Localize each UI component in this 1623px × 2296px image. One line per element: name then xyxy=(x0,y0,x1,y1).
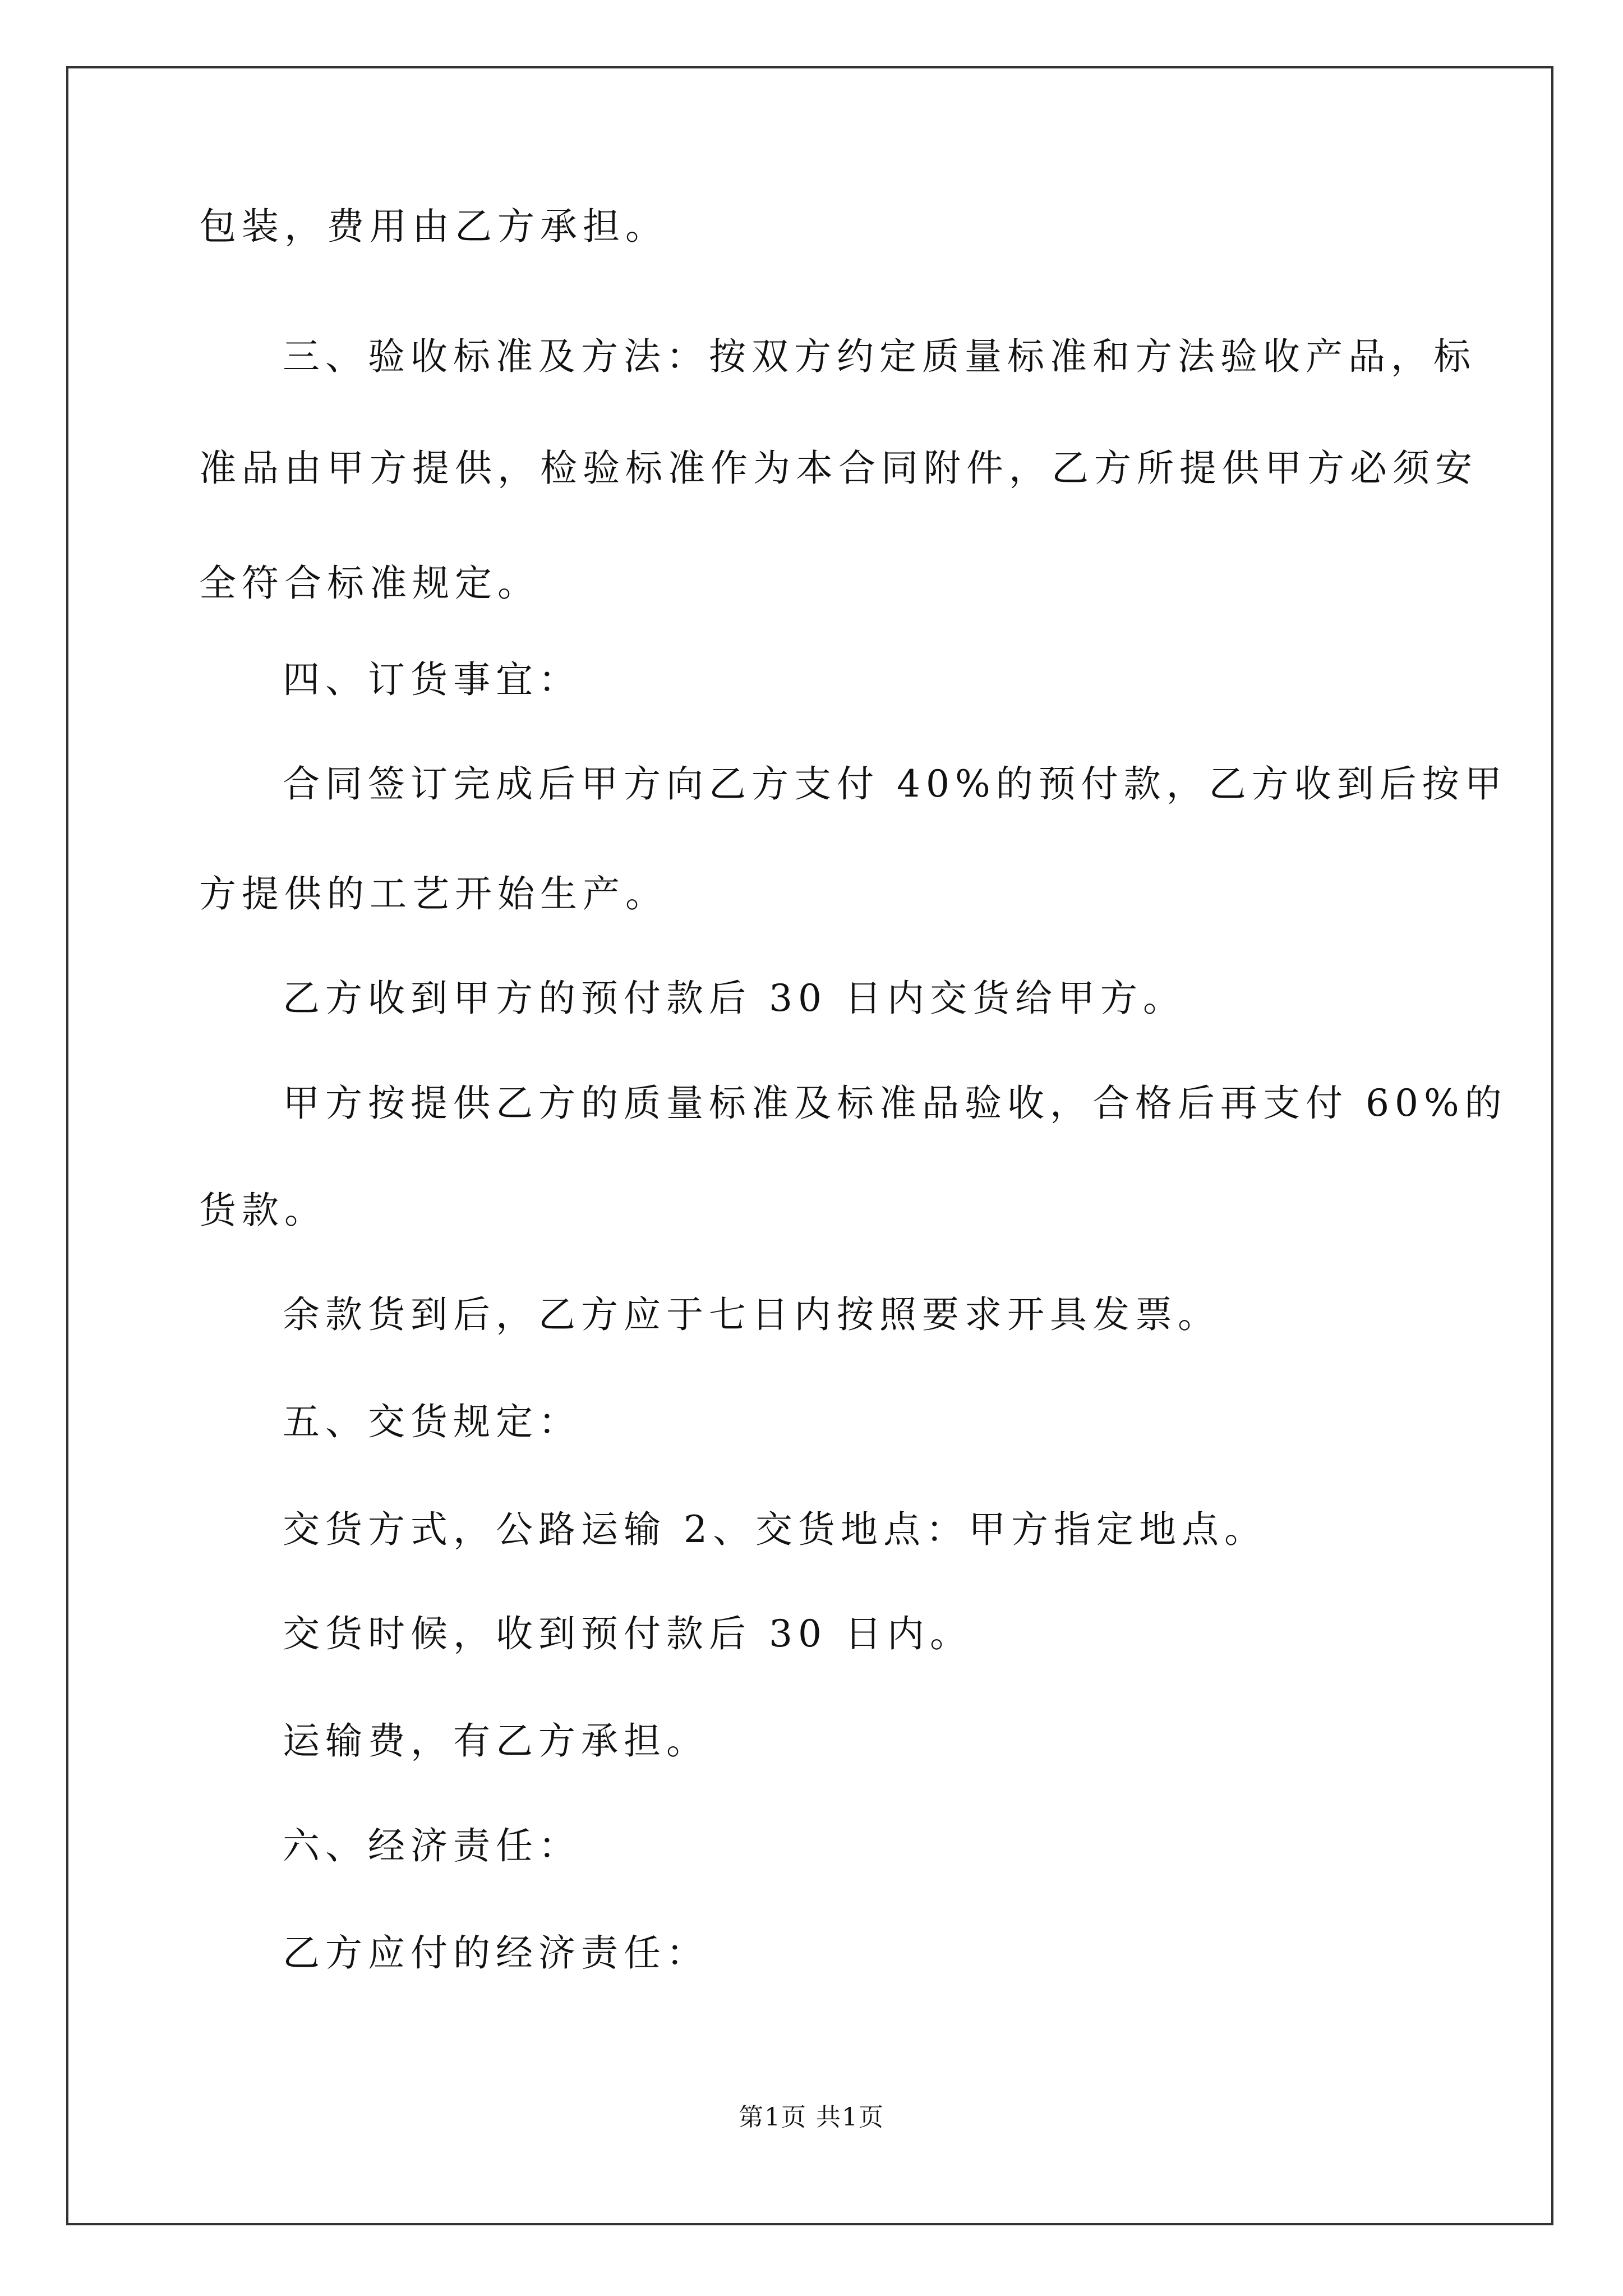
text-line: 乙方收到甲方的预付款后 30 日内交货给甲方。 xyxy=(283,977,1186,1020)
text-line: 包装，费用由乙方承担。 xyxy=(199,205,668,248)
page-number-footer: 第1页 共1页 xyxy=(739,2103,884,2132)
text-line: 准品由甲方提供，检验标准作为本合同附件，乙方所提供甲方必须安 xyxy=(199,447,1478,490)
text-line: 交货时候，收到预付款后 30 日内。 xyxy=(283,1612,972,1655)
text-line: 方提供的工艺开始生产。 xyxy=(199,872,668,915)
text-line: 货款。 xyxy=(199,1189,327,1232)
page-border xyxy=(66,66,1553,2225)
text-line: 乙方应付的经济责任： xyxy=(283,1931,709,1975)
text-line: 全符合标准规定。 xyxy=(199,562,540,605)
text-line: 三、验收标准及方法：按双方约定质量标准和方法验收产品，标 xyxy=(283,335,1476,378)
text-line: 余款货到后，乙方应于七日内按照要求开具发票。 xyxy=(283,1293,1220,1336)
text-line: 甲方按提供乙方的质量标准及标准品验收，合格后再支付 60%的 xyxy=(283,1082,1507,1125)
text-line: 运输费，有乙方承担。 xyxy=(283,1719,709,1763)
section-heading: 六、经济责任： xyxy=(283,1824,581,1867)
section-heading: 四、订货事宜： xyxy=(283,658,581,701)
text-line: 合同签订完成后甲方向乙方支付 40%的预付款，乙方收到后按甲 xyxy=(283,762,1507,806)
text-line: 交货方式，公路运输 2、交货地点：甲方指定地点。 xyxy=(283,1508,1267,1551)
section-heading: 五、交货规定： xyxy=(283,1400,581,1443)
